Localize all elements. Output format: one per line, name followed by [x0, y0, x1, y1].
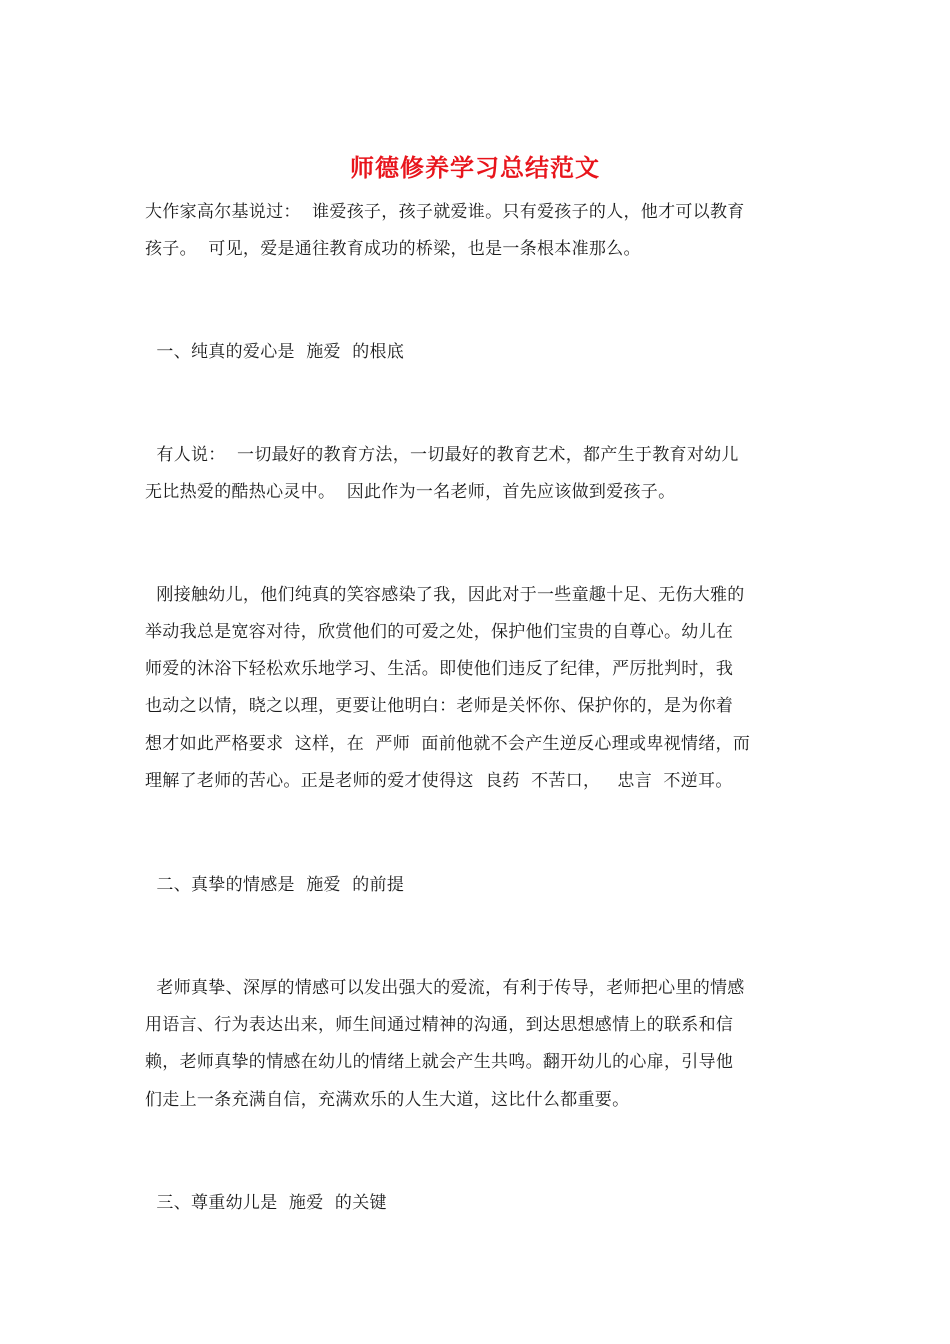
- text-line: 赖，老师真挚的情感在幼儿的情绪上就会产生共鸣。翻开幼儿的心扉，引导他: [145, 1052, 734, 1072]
- section-heading: 二、真挚的情感是 施爱 的前提: [145, 875, 405, 895]
- text-line: 无比热爱的酷热心灵中。 因此作为一名老师，首先应该做到爱孩子。: [145, 482, 676, 502]
- text-line: 用语言、行为表达出来，师生间通过精神的沟通，到达思想感情上的联系和信: [145, 1015, 734, 1035]
- text-line: 理解了老师的苦心。正是老师的爱才使得这 良药 不苦口， 忠言 不逆耳。: [145, 771, 733, 791]
- document-title: 师德修养学习总结范文: [350, 153, 600, 182]
- text-line: 大作家高尔基说过： 谁爱孩子，孩子就爱谁。只有爱孩子的人，他才可以教育: [145, 202, 745, 222]
- text-line: 们走上一条充满自信，充满欢乐的人生大道，这比什么都重要。: [145, 1090, 630, 1110]
- text-line: 举动我总是宽容对待，欣赏他们的可爱之处，保护他们宝贵的自尊心。幼儿在: [145, 622, 734, 642]
- text-line: 师爱的沐浴下轻松欢乐地学习、生活。即使他们违反了纪律，严厉批判时，我: [145, 659, 734, 679]
- text-line: 孩子。 可见，爱是通往教育成功的桥梁，也是一条根本准那么。: [145, 239, 641, 259]
- text-line: 刚接触幼儿，他们纯真的笑容感染了我，因此对于一些童趣十足、无伤大雅的: [145, 585, 745, 605]
- text-line: 想才如此严格要求 这样，在 严师 面前他就不会产生逆反心理或卑视情绪，而: [145, 734, 751, 754]
- text-line: 也动之以情，晓之以理，更要让他明白：老师是关怀你、保护你的，是为你着: [145, 696, 734, 716]
- section-heading: 一、纯真的爱心是 施爱 的根底: [145, 342, 405, 362]
- section-heading: 三、尊重幼儿是 施爱 的关键: [145, 1193, 387, 1213]
- text-line: 有人说： 一切最好的教育方法，一切最好的教育艺术，都产生于教育对幼儿: [145, 445, 739, 465]
- text-line: 老师真挚、深厚的情感可以发出强大的爱流，有利于传导，老师把心里的情感: [145, 978, 745, 998]
